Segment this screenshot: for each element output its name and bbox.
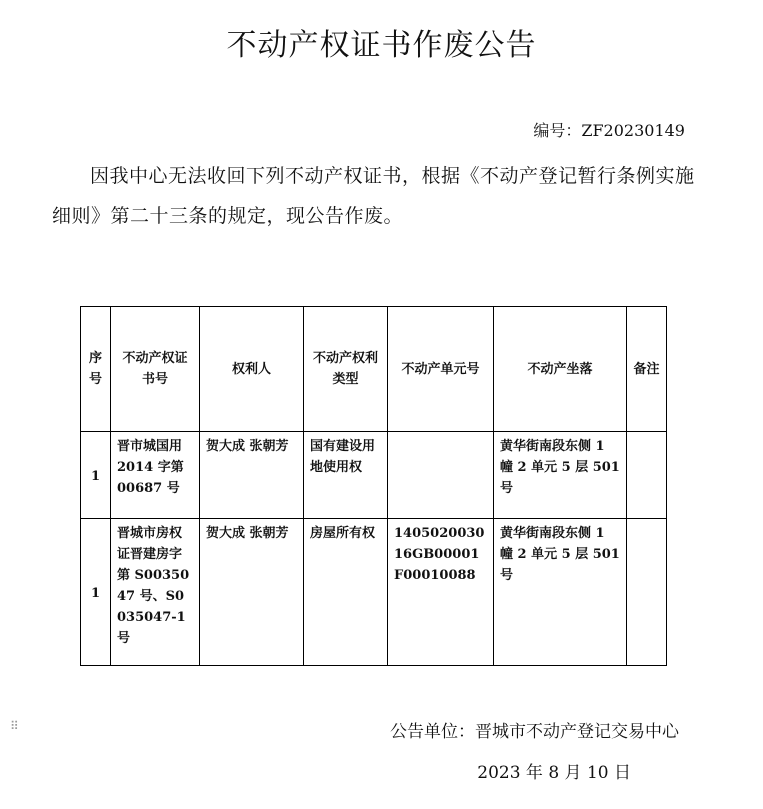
notice-paragraph: 因我中心无法收回下列不动产权证书，根据《不动产登记暂行条例实施细则》第二十三条的规定，现公告作废。 xyxy=(52,165,695,227)
cell-cert-no: 晋城市房权证晋建房字第 S0035047 号、S0035047-1 号 xyxy=(111,519,200,666)
header-right-type: 不动产权利类型 xyxy=(304,307,388,432)
header-cert-no: 不动产权证书号 xyxy=(111,307,200,432)
cell-unit-no: 140502003016GB00001F00010088 xyxy=(388,519,494,666)
notice-date: 2023 年 8 月 10 日 xyxy=(477,763,631,783)
cell-cert-no: 晋市城国用 2014 字第 00687 号 xyxy=(111,432,200,519)
header-owner: 权利人 xyxy=(200,307,304,432)
header-remark: 备注 xyxy=(627,307,667,432)
notice-title: 不动产权证书作废公告 xyxy=(226,28,537,63)
table-row xyxy=(81,432,667,519)
header-unit-no: 不动产单元号 xyxy=(388,307,494,432)
issuing-unit: 公告单位：晋城市不动产登记交易中心 xyxy=(390,722,679,742)
header-index: 序号 xyxy=(81,307,111,432)
cell-remark xyxy=(627,519,667,666)
table-row xyxy=(81,519,667,666)
cell-owner: 贺大成 张朝芳 xyxy=(200,432,304,519)
table-header-row xyxy=(81,307,667,432)
document-number: 编号：ZF20230149 xyxy=(533,121,685,140)
cell-owner: 贺大成 张朝芳 xyxy=(200,519,304,666)
cell-unit-no xyxy=(388,432,494,519)
drag-handle-icon[interactable]: ⠿ xyxy=(10,719,19,733)
cell-right-type: 房屋所有权 xyxy=(304,519,388,666)
cell-remark xyxy=(627,432,667,519)
cell-index: 1 xyxy=(81,432,111,519)
revoked-certificates-table xyxy=(80,306,667,666)
header-location: 不动产坐落 xyxy=(494,307,627,432)
cell-right-type: 国有建设用地使用权 xyxy=(304,432,388,519)
cell-location: 黄华街南段东侧 1 幢 2 单元 5 层 501 号 xyxy=(494,519,627,666)
cell-location: 黄华街南段东侧 1 幢 2 单元 5 层 501 号 xyxy=(494,432,627,519)
cell-index: 1 xyxy=(81,519,111,666)
